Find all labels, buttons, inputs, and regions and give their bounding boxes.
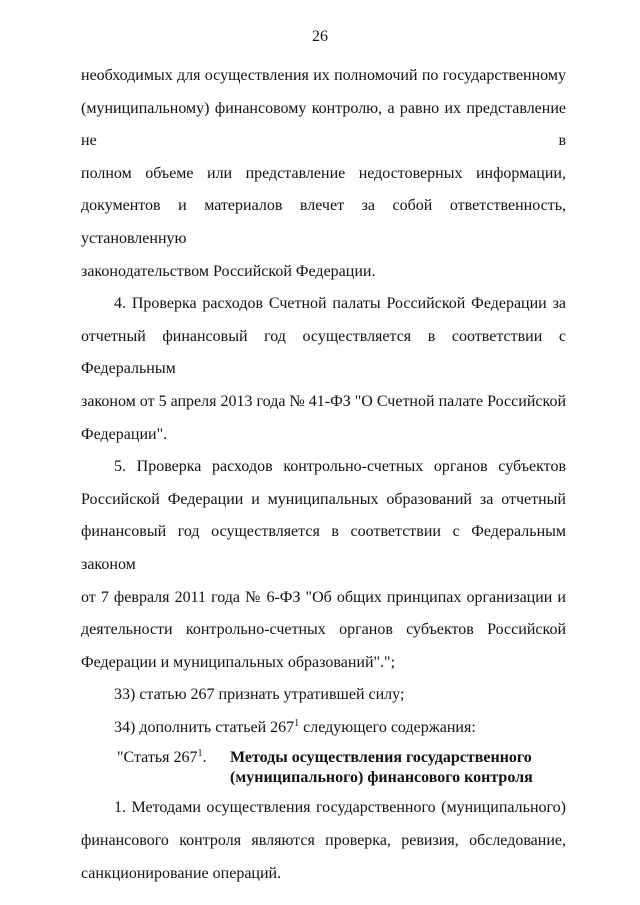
text-line: финансовый год осуществляется в соответствии с Федеральным законом [81, 523, 566, 573]
text-line: законодательством Российской Федерации. [81, 262, 376, 280]
paragraph-methods [81, 792, 566, 890]
text-line: документов и материалов влечет за собой ответственность, установленную [81, 197, 566, 247]
superscript: 1 [294, 717, 300, 729]
text-line: деятельности контрольно-счетных органов субъектов Российской [81, 621, 566, 639]
page-number: 26 [312, 28, 328, 45]
document-body [81, 60, 566, 890]
text-line: финансового контроля являются проверка, ревизия, обследование, [81, 832, 566, 850]
text-line: законом от 5 апреля 2013 года № 41-ФЗ "О Счетной палате Российской [81, 392, 566, 410]
list-item-33 [81, 679, 566, 712]
text-line: необходимых для осуществления их полномочий по государственному [81, 67, 566, 84]
paragraph-5 [81, 451, 566, 679]
text-line: 5. Проверка расходов контрольно-счетных органов субъектов [114, 458, 566, 476]
text-line: Федерации и муниципальных образований"."; [81, 653, 396, 671]
text-line: 33) статью 267 признать утратившей силу; [114, 686, 405, 704]
article-heading [81, 748, 566, 788]
article-label-sup: 1 [197, 748, 203, 760]
paragraph-4 [81, 288, 566, 451]
article-label-end: . [202, 749, 207, 767]
article-title [230, 748, 533, 788]
text-line: полном объеме или представление недостоверных информации, [81, 164, 566, 182]
article-title-line: (муниципального) финансового контроля [230, 769, 533, 787]
text-line: (муниципальному) финансовому контролю, а равно их представление не в [81, 99, 566, 150]
list-item-34 [81, 712, 566, 745]
article-title-line: Методы осуществления государственного [230, 749, 532, 767]
article-label-text: "Статья 267 [117, 749, 198, 767]
text-line: 1. Методами осуществления государственного (муниципального) [114, 799, 566, 817]
text-line: Федерации". [81, 425, 168, 443]
text-line: 4. Проверка расходов Счетной палаты Российской Федерации за [114, 295, 566, 313]
item-34-text: 34) дополнить статьей 267 [114, 718, 295, 736]
article-label [117, 748, 207, 768]
paragraph-continuation [81, 60, 566, 288]
text-line: санкционирование операций. [81, 864, 282, 882]
text-line: Российской Федерации и муниципальных образований за отчетный [81, 490, 566, 508]
item-34-text-end: следующего содержания: [299, 718, 476, 736]
text-line: от 7 февраля 2011 года № 6-ФЗ "Об общих принципах организации и [81, 588, 566, 606]
text-line: отчетный финансовый год осуществляется в соответствии с Федеральным [81, 327, 566, 378]
